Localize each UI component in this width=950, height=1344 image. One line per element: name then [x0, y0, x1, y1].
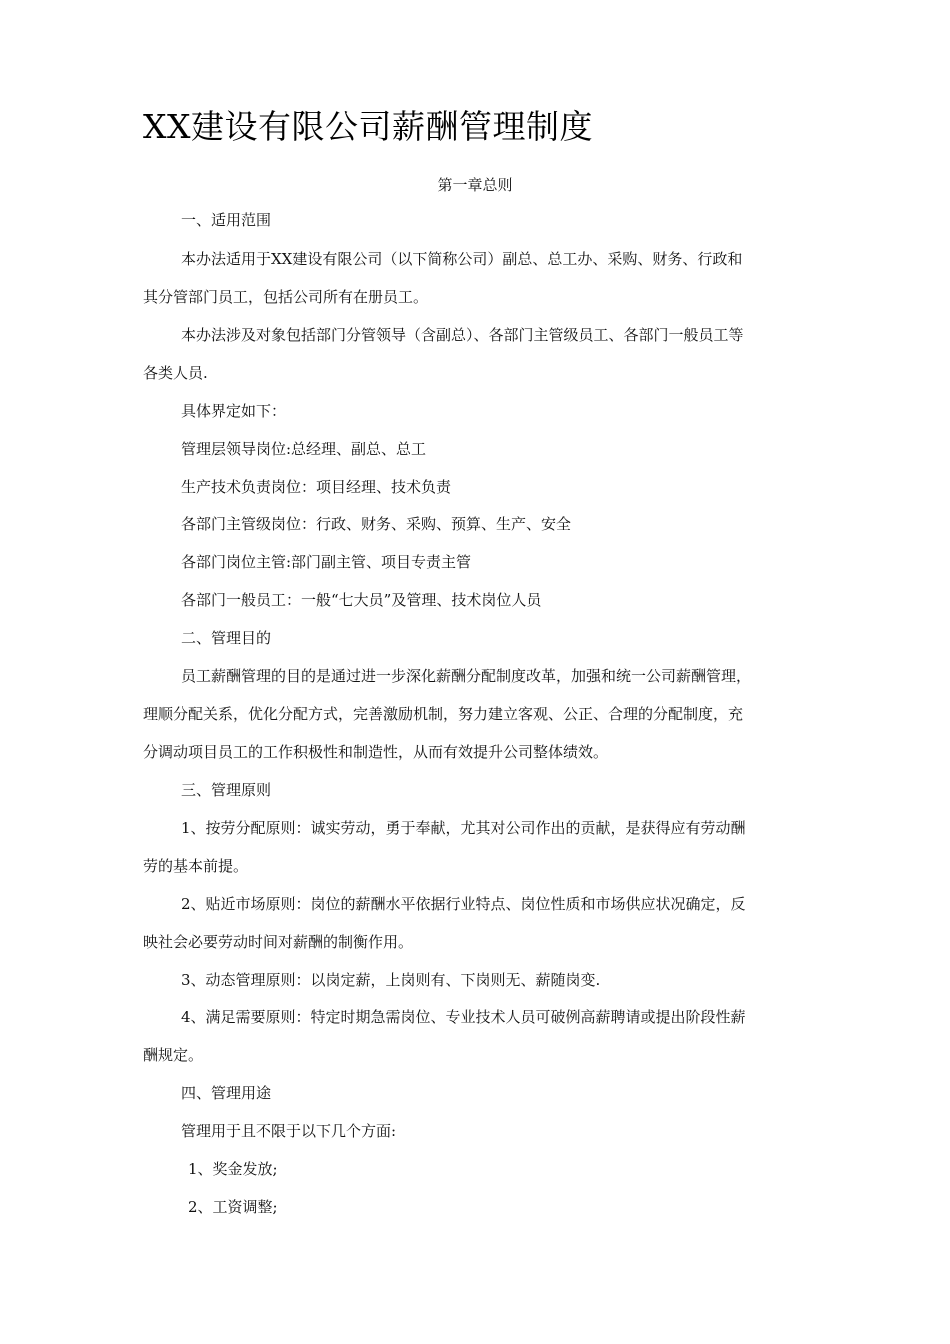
- paragraph-line: 2、贴近市场原则：岗位的薪酬水平依据行业特点、岗位性质和市场供应状况确定，反: [181, 895, 746, 913]
- paragraph-line: 管理层领导岗位:总经理、副总、总工: [181, 440, 427, 458]
- paragraph-line: 具体界定如下：: [181, 402, 287, 420]
- paragraph-line: 3、动态管理原则：以岗定薪，上岗则有、下岗则无、薪随岗变.: [181, 971, 601, 989]
- paragraph-line: 本办法适用于XX建设有限公司（以下简称公司）副总、总工办、采购、财务、行政和: [181, 250, 743, 268]
- section-heading-usage: 四、管理用途: [181, 1084, 272, 1102]
- paragraph-line: 各部门一般员工：一般“七大员”及管理、技术岗位人员: [181, 591, 542, 609]
- paragraph-line: 各类人员.: [143, 364, 208, 382]
- chapter-heading: 第一章总则: [437, 176, 513, 194]
- section-heading-principles: 三、管理原则: [181, 781, 272, 799]
- section-heading-scope: 一、适用范围: [181, 211, 272, 229]
- paragraph-line: 理顺分配关系，优化分配方式，完善激励机制，努力建立客观、公正、合理的分配制度，充: [143, 705, 744, 723]
- paragraph-line: 各部门主管级岗位：行政、财务、采购、预算、生产、安全: [181, 515, 572, 533]
- list-item: 2、工资调整;: [188, 1198, 278, 1216]
- paragraph-line: 本办法涉及对象包括部门分管领导（含副总）、各部门主管级员工、各部门一般员工等: [181, 326, 744, 344]
- paragraph-line: 1、按劳分配原则：诚实劳动，勇于奉献，尤其对公司作出的贡献，是获得应有劳动酬: [181, 819, 746, 837]
- paragraph-line: 劳的基本前提。: [143, 857, 249, 875]
- paragraph-line: 生产技术负责岗位：项目经理、技术负责: [181, 478, 452, 496]
- paragraph-line: 员工薪酬管理的目的是通过进一步深化薪酬分配制度改革，加强和统一公司薪酬管理，: [181, 667, 752, 685]
- paragraph-line: 各部门岗位主管:部门副主管、项目专责主管: [181, 553, 472, 571]
- paragraph-line: 酬规定。: [143, 1046, 204, 1064]
- paragraph-line: 管理用于且不限于以下几个方面:: [181, 1122, 397, 1140]
- paragraph-line: 其分管部门员工，包括公司所有在册员工。: [143, 288, 429, 306]
- section-heading-purpose: 二、管理目的: [181, 629, 272, 647]
- paragraph-line: 4、满足需要原则：特定时期急需岗位、专业技术人员可破例高薪聘请或提出阶段性薪: [181, 1008, 746, 1026]
- paragraph-line: 映社会必要劳动时间对薪酬的制衡作用。: [143, 933, 414, 951]
- list-item: 1、奖金发放;: [188, 1160, 278, 1178]
- paragraph-line: 分调动项目员工的工作积极性和制造性，从而有效提升公司整体绩效。: [143, 743, 609, 761]
- document-title: XX建设有限公司薪酬管理制度: [143, 107, 593, 146]
